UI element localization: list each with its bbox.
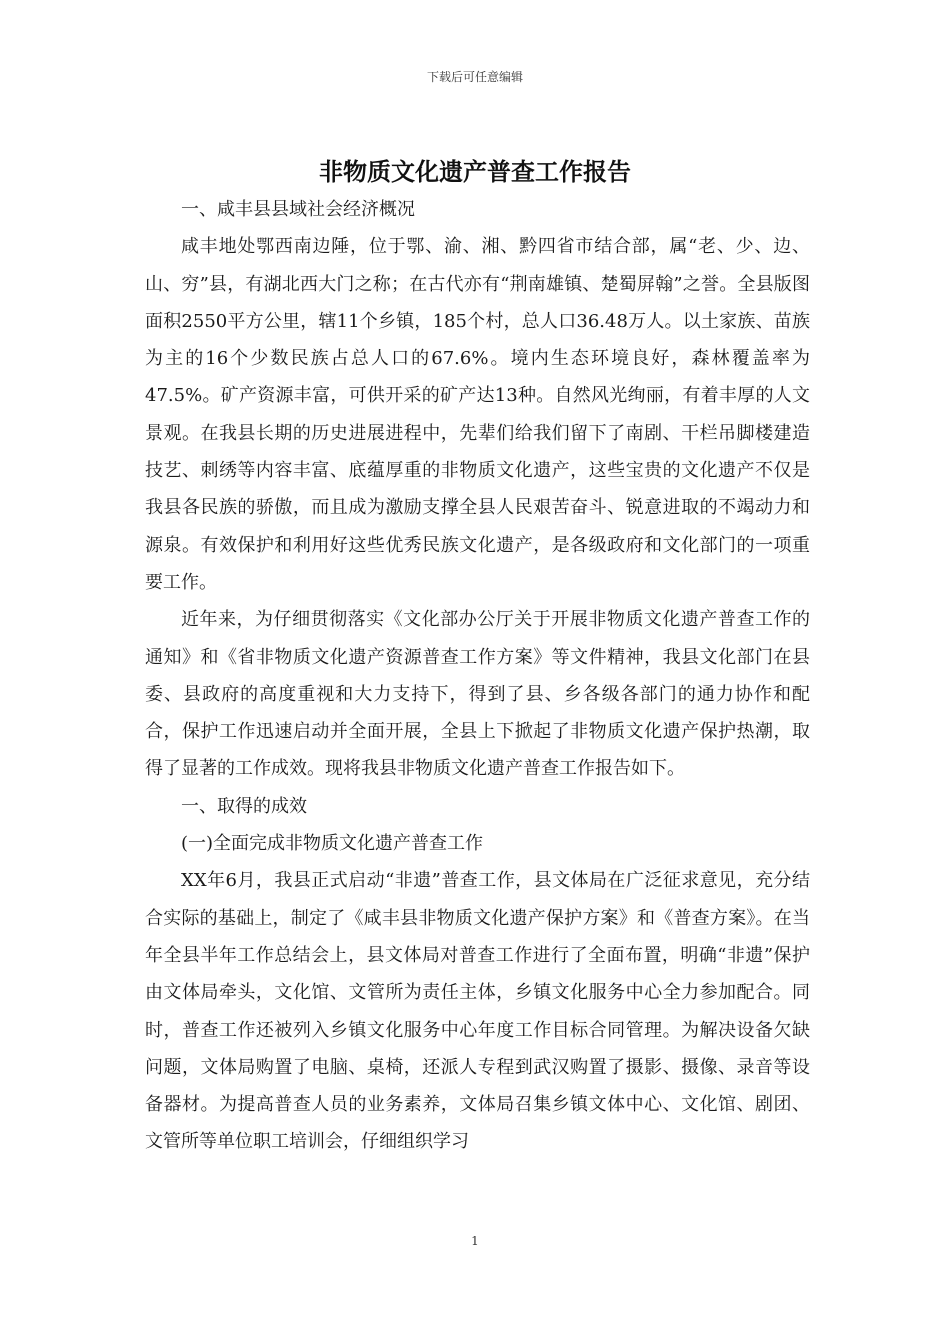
document-title: 非物质文化遗产普查工作报告 [319,157,631,186]
header-note: 下载后可任意编辑 [426,70,523,84]
section-heading-achievements: 一、取得的成效 [181,795,307,817]
paragraph-overview: 咸丰地处鄂西南边陲，位于鄂、渝、湘、黔四省市结合部，属“老、少、边、山、穷”县，有湖北西大门之称；在古代亦有“荆南雄镇、楚蜀屏翰”之誉。全县版图面积2550平方公里，辖11个乡镇，185个村，总人口36.48万人。以土家族、苗族为主的16个少数民族占总人口的67.6%。境内生态环境良好，森林覆盖率为47.5%。矿产资源丰富，可供开采的矿产达13种。自然风光绚丽，有着丰厚的人文景观。在我县长期的历史进展进程中，先辈们给我们留下了南剧、干栏吊脚楼建造技艺、刺绣等内容丰富、底蕴厚重的非物质文化遗产，这些宝贵的文化遗产不仅是我县各民族的骄傲，而且成为激励支撑全县人民艰苦奋斗、锐意进取的不竭动力和源泉。有效保护和利用好这些优秀民族文化遗产，是各级政府和文化部门的一项重要工作。 [145,236,810,593]
subsection-heading-survey: (一)全面完成非物质文化遗产普查工作 [181,833,484,855]
paragraph-introduction: 近年来，为仔细贯彻落实《文化部办公厅关于开展非物质文化遗产普查工作的通知》和《省非物质文化遗产资源普查工作方案》等文件精神，我县文化部门在县委、县政府的高度重视和大力支持下，得到了县、乡各级各部门的通力协作和配合，保护工作迅速启动并全面开展，全县上下掀起了非物质文化遗产保护热潮，取得了显著的工作成效。现将我县非物质文化遗产普查工作报告如下。 [145,609,810,780]
paragraph-survey: XX年6月，我县正式启动“非遗”普查工作，县文体局在广泛征求意见，充分结合实际的基础上，制定了《咸丰县非物质文化遗产保护方案》和《普查方案》。在当年全县半年工作总结会上，县文体局对普查工作进行了全面布置，明确“非遗”保护由文体局牵头，文化馆、文管所为责任主体，乡镇文化服务中心全力参加配合。同时，普查工作还被列入乡镇文化服务中心年度工作目标合同管理。为解决设备欠缺问题，文体局购置了电脑、桌椅，还派人专程到武汉购置了摄影、摄像、录音等设备器材。为提高普查人员的业务素养，文体局召集乡镇文体中心、文化馆、剧团、文管所等单位职工培训会，仔细组织学习 [145,870,810,1153]
document-body [145,191,810,1161]
section-heading-overview: 一、咸丰县县域社会经济概况 [181,199,415,220]
page-number: 1 [471,1234,479,1248]
